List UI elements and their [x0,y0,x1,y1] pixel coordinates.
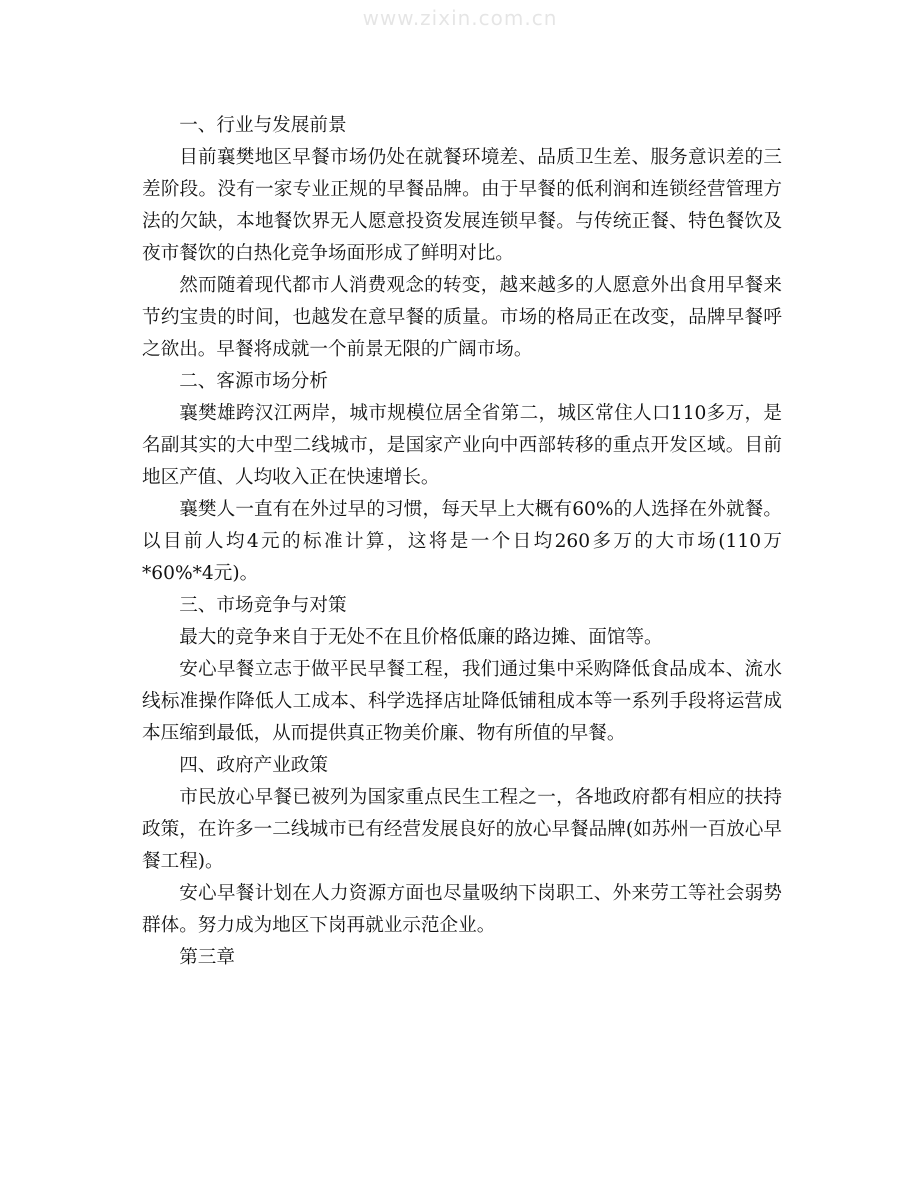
paragraph-government-support: 市民放心早餐已被列为国家重点民生工程之一，各地政府都有相应的扶持政策，在许多一二线城市已有经营发展良好的放心早餐品牌(如苏州一百放心早餐工程)。 [142,787,782,872]
paragraph-employment: 安心早餐计划在人力资源方面也尽量吸纳下岗职工、外来劳工等社会弱势群体。努力成为地区下岗再就业示范企业。 [142,883,782,936]
paragraph-strategy: 安心早餐立志于做平民早餐工程，我们通过集中采购降低食品成本、流水线标准操作降低人工成本、科学选择店址降低铺租成本等一系列手段将运营成本压缩到最低，从而提供真正物美价廉、物有所值的早餐。 [142,659,782,744]
document-body [142,110,782,974]
paragraph-city-profile: 襄樊雄跨汉江两岸，城市规模位居全省第二，城区常住人口110多万，是名副其实的大中型二线城市，是国家产业向中西部转移的重点开发区域。目前地区产值、人均收入正在快速增长。 [142,403,782,488]
section-heading-industry: 一、行业与发展前景 [179,115,347,136]
chapter-heading: 第三章 [179,947,235,968]
paragraph-market-size: 襄樊人一直有在外过早的习惯，每天早上大概有60%的人选择在外就餐。以目前人均4元的标准计算，这将是一个日均260多万的大市场(110万*60%*4元)。 [142,499,782,584]
paragraph-competitors: 最大的竞争来自于无处不在且价格低廉的路边摊、面馆等。 [179,627,663,648]
paragraph-market-outlook: 然而随着现代都市人消费观念的转变，越来越多的人愿意外出食用早餐来节约宝贵的时间，也越发在意早餐的质量。市场的格局正在改变，品牌早餐呼之欲出。早餐将成就一个前景无限的广阔市场。 [142,275,782,360]
watermark: www.zixin.com.cn [362,6,558,30]
paragraph-market-status: 目前襄樊地区早餐市场仍处在就餐环境差、品质卫生差、服务意识差的三差阶段。没有一家专业正规的早餐品牌。由于早餐的低利润和连锁经营管理方法的欠缺，本地餐饮界无人愿意投资发展连锁早餐。与传统正餐、特色餐饮及夜市餐饮的白热化竞争场面形成了鲜明对比。 [142,147,782,264]
section-heading-customers: 二、客源市场分析 [179,371,328,392]
section-heading-competition: 三、市场竞争与对策 [179,595,347,616]
section-heading-policy: 四、政府产业政策 [179,755,328,776]
